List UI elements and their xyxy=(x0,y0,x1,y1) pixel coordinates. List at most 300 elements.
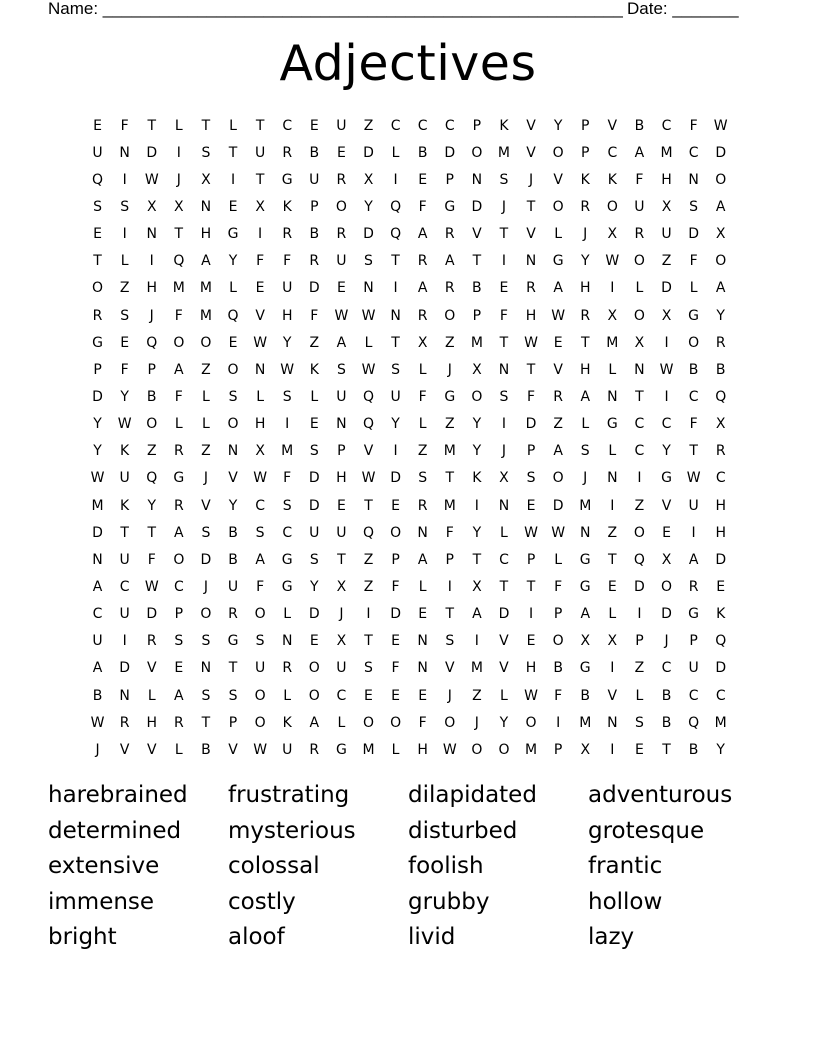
grid-letter: A xyxy=(715,198,726,215)
grid-letter: C xyxy=(499,551,509,568)
grid-letter: R xyxy=(580,307,591,324)
word-bank xyxy=(48,778,768,956)
word-bank-item: livid xyxy=(408,924,456,951)
grid-letter: C xyxy=(661,660,672,677)
grid-letter: Y xyxy=(716,307,725,324)
grid-letter: Y xyxy=(120,388,129,405)
grid-letter: S xyxy=(120,307,130,324)
grid-letter: Y xyxy=(310,578,319,595)
grid-letter: Q xyxy=(146,334,158,351)
grid-letter: I xyxy=(393,280,398,297)
grid-letter: O xyxy=(444,714,456,731)
grid-letter: U xyxy=(336,388,347,405)
grid-letter: E xyxy=(418,606,428,623)
grid-letter: Z xyxy=(363,117,374,134)
grid-letter: W xyxy=(524,687,538,704)
grid-letter: O xyxy=(715,171,727,188)
grid-letter: J xyxy=(203,578,208,595)
grid-letter: F xyxy=(418,198,427,215)
grid-letter: Q xyxy=(92,171,104,188)
grid-letter: U xyxy=(254,660,266,677)
grid-letter: P xyxy=(553,606,563,623)
grid-letter: S xyxy=(201,687,211,704)
grid-letter: O xyxy=(552,633,564,650)
grid-letter: C xyxy=(92,606,103,623)
grid-letter: B xyxy=(92,687,103,704)
grid-letter: B xyxy=(228,551,238,568)
grid-letter: Y xyxy=(472,416,482,433)
grid-letter: V xyxy=(472,226,482,243)
grid-letter: M xyxy=(362,741,375,758)
grid-letter: Q xyxy=(715,633,727,650)
grid-letter: O xyxy=(390,524,402,541)
word-search-grid xyxy=(84,112,734,763)
grid-letter: R xyxy=(146,633,157,650)
grid-letter: L xyxy=(337,714,346,731)
grid-letter: S xyxy=(120,198,130,215)
grid-letter: S xyxy=(418,470,428,487)
grid-letter: X xyxy=(580,741,591,758)
grid-letter: O xyxy=(552,470,564,487)
grid-letter: E xyxy=(309,633,319,650)
grid-letter: C xyxy=(688,687,699,704)
grid-letter: Q xyxy=(227,307,239,324)
name-field: Name: _______________________________________________________ xyxy=(48,0,623,18)
grid-letter: N xyxy=(525,253,537,270)
grid-letter: I xyxy=(258,226,263,243)
grid-letter: P xyxy=(581,117,590,134)
grid-letter: B xyxy=(228,524,238,541)
grid-letter: L xyxy=(391,144,400,161)
grid-letter: Y xyxy=(499,714,509,731)
grid-letter: E xyxy=(391,497,400,514)
grid-letter: Y xyxy=(662,443,671,460)
grid-letter: N xyxy=(607,388,618,405)
grid-letter: L xyxy=(310,388,319,405)
grid-letter: V xyxy=(228,741,238,758)
grid-letter: O xyxy=(173,334,185,351)
grid-letter: B xyxy=(715,361,726,378)
grid-letter: C xyxy=(688,144,699,161)
grid-letter: M xyxy=(470,660,483,677)
grid-letter: H xyxy=(146,280,157,297)
grid-letter: U xyxy=(336,253,347,270)
grid-letter: T xyxy=(472,551,482,568)
grid-letter: P xyxy=(526,443,536,460)
grid-letter: U xyxy=(336,117,347,134)
grid-letter: L xyxy=(283,687,292,704)
grid-letter: L xyxy=(418,416,427,433)
grid-letter: K xyxy=(472,470,482,487)
grid-letter: G xyxy=(227,633,239,650)
grid-letter: E xyxy=(716,578,726,595)
grid-letter: J xyxy=(95,741,100,758)
grid-letter: V xyxy=(119,741,130,758)
grid-letter: T xyxy=(201,117,211,134)
grid-letter: N xyxy=(607,714,618,731)
grid-letter: A xyxy=(201,253,211,270)
grid-letter: I xyxy=(501,253,507,270)
grid-letter: B xyxy=(309,226,320,243)
grid-letter: H xyxy=(146,714,157,731)
grid-letter: Q xyxy=(362,416,374,433)
grid-letter: E xyxy=(93,117,102,134)
grid-letter: D xyxy=(363,226,374,243)
grid-letter: W xyxy=(605,253,620,270)
grid-letter: X xyxy=(146,198,157,215)
grid-letter: R xyxy=(336,171,347,188)
grid-letter: C xyxy=(444,117,455,134)
grid-letter: P xyxy=(445,551,454,568)
grid-letter: C xyxy=(634,416,645,433)
grid-letter: G xyxy=(227,226,239,243)
grid-letter: X xyxy=(417,334,428,351)
grid-letter: D xyxy=(200,551,212,568)
grid-letter: R xyxy=(282,144,293,161)
grid-letter: I xyxy=(122,633,127,650)
grid-letter: M xyxy=(525,741,538,758)
grid-letter: F xyxy=(283,470,292,487)
grid-letter: L xyxy=(635,687,644,704)
grid-letter: O xyxy=(471,144,483,161)
grid-letter: Q xyxy=(390,198,402,215)
grid-letter: A xyxy=(174,524,184,541)
grid-letter: Z xyxy=(661,253,672,270)
grid-letter: S xyxy=(309,551,319,568)
grid-letter: N xyxy=(498,497,510,514)
grid-letter: G xyxy=(444,388,456,405)
grid-letter: D xyxy=(661,280,672,297)
grid-letter: W xyxy=(90,714,105,731)
grid-letter: L xyxy=(500,687,508,704)
grid-letter: O xyxy=(227,416,239,433)
grid-letter: W xyxy=(144,578,159,595)
word-bank-item: hollow xyxy=(588,888,663,915)
grid-letter: D xyxy=(498,606,510,623)
grid-letter: T xyxy=(255,117,265,134)
grid-letter: S xyxy=(526,470,536,487)
grid-letter: Z xyxy=(363,578,374,595)
grid-letter: Y xyxy=(93,416,102,433)
grid-letter: I xyxy=(285,416,290,433)
grid-letter: H xyxy=(715,497,726,514)
grid-letter: K xyxy=(120,443,130,460)
grid-letter: R xyxy=(309,741,320,758)
grid-letter: Y xyxy=(228,497,238,514)
grid-letter: X xyxy=(607,633,618,650)
grid-letter: P xyxy=(310,198,319,215)
grid-letter: P xyxy=(689,633,698,650)
grid-letter: A xyxy=(553,443,563,460)
grid-letter: O xyxy=(471,741,483,758)
grid-letter: X xyxy=(336,578,347,595)
grid-letter: R xyxy=(417,253,428,270)
grid-letter: S xyxy=(364,253,373,270)
grid-letter: D xyxy=(390,606,401,623)
grid-letter: N xyxy=(363,280,374,297)
grid-letter: O xyxy=(254,606,266,623)
grid-letter: V xyxy=(255,307,265,324)
grid-letter: U xyxy=(309,171,320,188)
grid-letter: R xyxy=(282,226,293,243)
grid-letter: E xyxy=(418,171,428,188)
word-bank-item: harebrained xyxy=(48,782,188,808)
grid-letter: S xyxy=(255,633,265,650)
grid-letter: D xyxy=(308,497,320,514)
grid-letter: Z xyxy=(634,497,645,514)
grid-letter: O xyxy=(525,714,537,731)
grid-letter: T xyxy=(120,524,129,541)
grid-letter: T xyxy=(499,578,509,595)
grid-letter: D xyxy=(688,226,699,243)
grid-letter: J xyxy=(501,443,507,460)
grid-letter: U xyxy=(282,280,293,297)
grid-letter: W xyxy=(280,361,295,378)
grid-letter: K xyxy=(282,714,292,731)
grid-letter: F xyxy=(554,687,563,704)
grid-letter: E xyxy=(499,280,509,297)
grid-letter: O xyxy=(552,144,564,161)
grid-letter: R xyxy=(282,660,293,677)
grid-letter: W xyxy=(253,470,268,487)
grid-letter: I xyxy=(637,606,642,623)
grid-letter: F xyxy=(418,714,427,731)
grid-letter: X xyxy=(715,226,726,243)
grid-letter: D xyxy=(308,606,320,623)
grid-letter: X xyxy=(363,171,374,188)
grid-letter: J xyxy=(528,171,534,188)
grid-letter: S xyxy=(228,687,238,704)
grid-letter: O xyxy=(471,388,483,405)
word-bank-item: determined xyxy=(48,817,182,844)
grid-letter: G xyxy=(281,171,293,188)
grid-letter: E xyxy=(391,633,400,650)
grid-letter: S xyxy=(336,361,346,378)
grid-letter: A xyxy=(174,361,184,378)
grid-letter: A xyxy=(417,551,428,568)
grid-letter: L xyxy=(635,280,644,297)
grid-letter: I xyxy=(691,524,696,541)
word-bank-item: grubby xyxy=(408,888,490,915)
grid-letter: B xyxy=(688,361,699,378)
grid-letter: T xyxy=(391,253,400,270)
grid-letter: G xyxy=(579,660,591,677)
grid-letter: E xyxy=(662,524,671,541)
grid-letter: E xyxy=(364,687,373,704)
grid-letter: T xyxy=(472,253,482,270)
grid-letter: F xyxy=(120,117,129,134)
grid-letter: Z xyxy=(119,280,130,297)
grid-letter: N xyxy=(634,361,645,378)
grid-letter: A xyxy=(92,660,103,677)
page-title: Adjectives xyxy=(279,35,537,92)
grid-letter: O xyxy=(200,334,212,351)
grid-letter: S xyxy=(391,361,401,378)
grid-letter: C xyxy=(661,117,672,134)
grid-letter: U xyxy=(282,741,293,758)
grid-letter: S xyxy=(201,633,211,650)
grid-letter: Z xyxy=(363,551,374,568)
grid-letter: X xyxy=(472,578,482,595)
grid-letter: O xyxy=(335,198,347,215)
grid-letter: V xyxy=(499,633,509,650)
date-field: Date: _______ xyxy=(627,0,739,18)
grid-letter: O xyxy=(92,280,104,297)
grid-letter: G xyxy=(688,307,700,324)
grid-letter: R xyxy=(309,253,320,270)
grid-letter: Z xyxy=(201,443,211,460)
grid-letter: I xyxy=(610,741,615,758)
grid-letter: I xyxy=(664,388,669,405)
grid-letter: V xyxy=(553,171,563,188)
grid-letter: R xyxy=(688,578,699,595)
grid-letter: P xyxy=(391,551,400,568)
grid-letter: L xyxy=(229,117,237,134)
grid-letter: W xyxy=(442,741,457,758)
grid-letter: R xyxy=(92,307,103,324)
grid-letter: D xyxy=(92,388,103,405)
grid-letter: R xyxy=(228,606,238,623)
grid-letter: C xyxy=(715,687,726,704)
grid-letter: A xyxy=(444,253,455,270)
grid-letter: R xyxy=(336,226,347,243)
grid-letter: G xyxy=(281,551,293,568)
grid-letter: A xyxy=(472,606,482,623)
grid-letter: F xyxy=(256,578,265,595)
grid-letter: V xyxy=(444,660,455,677)
grid-letter: D xyxy=(525,416,537,433)
grid-letter: A xyxy=(417,226,428,243)
grid-letter: D xyxy=(308,280,320,297)
grid-letter: O xyxy=(715,253,727,270)
grid-letter: S xyxy=(580,443,590,460)
grid-letter: S xyxy=(689,198,699,215)
grid-letter: M xyxy=(606,334,619,351)
grid-letter: L xyxy=(256,388,265,405)
grid-letter: P xyxy=(635,633,644,650)
grid-letter: V xyxy=(661,497,672,514)
grid-letter: I xyxy=(528,606,534,623)
grid-letter: W xyxy=(524,334,538,351)
grid-letter: N xyxy=(390,307,401,324)
grid-letter: L xyxy=(283,606,292,623)
grid-letter: M xyxy=(443,497,456,514)
grid-letter: Q xyxy=(633,551,645,568)
grid-letter: B xyxy=(417,144,428,161)
grid-letter: D xyxy=(390,470,401,487)
grid-letter: B xyxy=(580,687,591,704)
grid-letter: J xyxy=(583,226,588,243)
grid-letter: D xyxy=(715,144,727,161)
grid-letter: W xyxy=(361,307,376,324)
grid-letter: F xyxy=(147,551,156,568)
grid-letter: T xyxy=(147,524,157,541)
grid-letter: W xyxy=(253,334,268,351)
grid-letter: J xyxy=(203,470,208,487)
grid-letter: I xyxy=(637,470,642,487)
grid-letter: L xyxy=(174,117,183,134)
grid-letter: D xyxy=(308,470,320,487)
grid-letter: Z xyxy=(444,334,455,351)
grid-letter: D xyxy=(552,497,564,514)
grid-letter: V xyxy=(526,144,536,161)
grid-letter: L xyxy=(120,253,129,270)
grid-letter: Q xyxy=(715,388,727,405)
grid-letter: U xyxy=(119,606,130,623)
grid-letter: E xyxy=(418,687,428,704)
grid-letter: U xyxy=(634,198,645,215)
grid-letter: T xyxy=(228,660,238,677)
grid-letter: Y xyxy=(553,117,563,134)
grid-letter: E xyxy=(336,144,346,161)
word-bank-item: foolish xyxy=(408,853,484,880)
word-bank-item: colossal xyxy=(228,853,320,880)
grid-letter: M xyxy=(199,307,212,324)
grid-letter: Z xyxy=(309,334,320,351)
grid-letter: Y xyxy=(93,443,102,460)
grid-letter: U xyxy=(336,524,347,541)
grid-letter: Q xyxy=(362,388,374,405)
grid-letter: Y xyxy=(716,741,725,758)
grid-letter: E xyxy=(336,497,346,514)
grid-letter: O xyxy=(633,253,645,270)
grid-letter: I xyxy=(447,578,452,595)
grid-letter: F xyxy=(391,578,400,595)
grid-letter: R xyxy=(444,280,455,297)
grid-letter: I xyxy=(122,171,127,188)
grid-letter: M xyxy=(470,334,483,351)
grid-letter: E xyxy=(336,280,346,297)
grid-letter: J xyxy=(149,307,154,324)
grid-letter: O xyxy=(688,334,700,351)
grid-letter: T xyxy=(689,443,698,460)
grid-letter: A xyxy=(580,388,591,405)
grid-letter: A xyxy=(309,714,320,731)
grid-letter: N xyxy=(607,470,618,487)
grid-letter: G xyxy=(335,741,347,758)
grid-letter: R xyxy=(173,714,184,731)
grid-letter: X xyxy=(255,443,265,460)
grid-letter: W xyxy=(686,470,701,487)
grid-letter: O xyxy=(254,687,266,704)
grid-letter: O xyxy=(390,714,402,731)
grid-letter: V xyxy=(146,660,157,677)
word-bank-item: extensive xyxy=(48,853,160,880)
grid-letter: F xyxy=(120,361,129,378)
grid-letter: U xyxy=(688,660,699,677)
grid-letter: P xyxy=(581,144,590,161)
grid-letter: K xyxy=(716,606,726,623)
grid-letter: D xyxy=(444,144,456,161)
grid-letter: N xyxy=(417,524,428,541)
grid-letter: D xyxy=(715,660,727,677)
grid-letter: H xyxy=(525,307,537,324)
grid-letter: R xyxy=(173,497,184,514)
grid-letter: L xyxy=(608,443,617,460)
grid-letter: T xyxy=(499,334,509,351)
grid-letter: X xyxy=(336,633,347,650)
grid-letter: A xyxy=(417,280,428,297)
grid-letter: J xyxy=(176,171,181,188)
grid-letter: C xyxy=(173,578,184,595)
grid-letter: O xyxy=(498,741,510,758)
grid-letter: P xyxy=(526,551,536,568)
grid-letter: J xyxy=(664,633,669,650)
grid-letter: V xyxy=(201,497,211,514)
grid-letter: E xyxy=(526,497,536,514)
grid-letter: Z xyxy=(472,687,482,704)
grid-letter: X xyxy=(715,416,726,433)
